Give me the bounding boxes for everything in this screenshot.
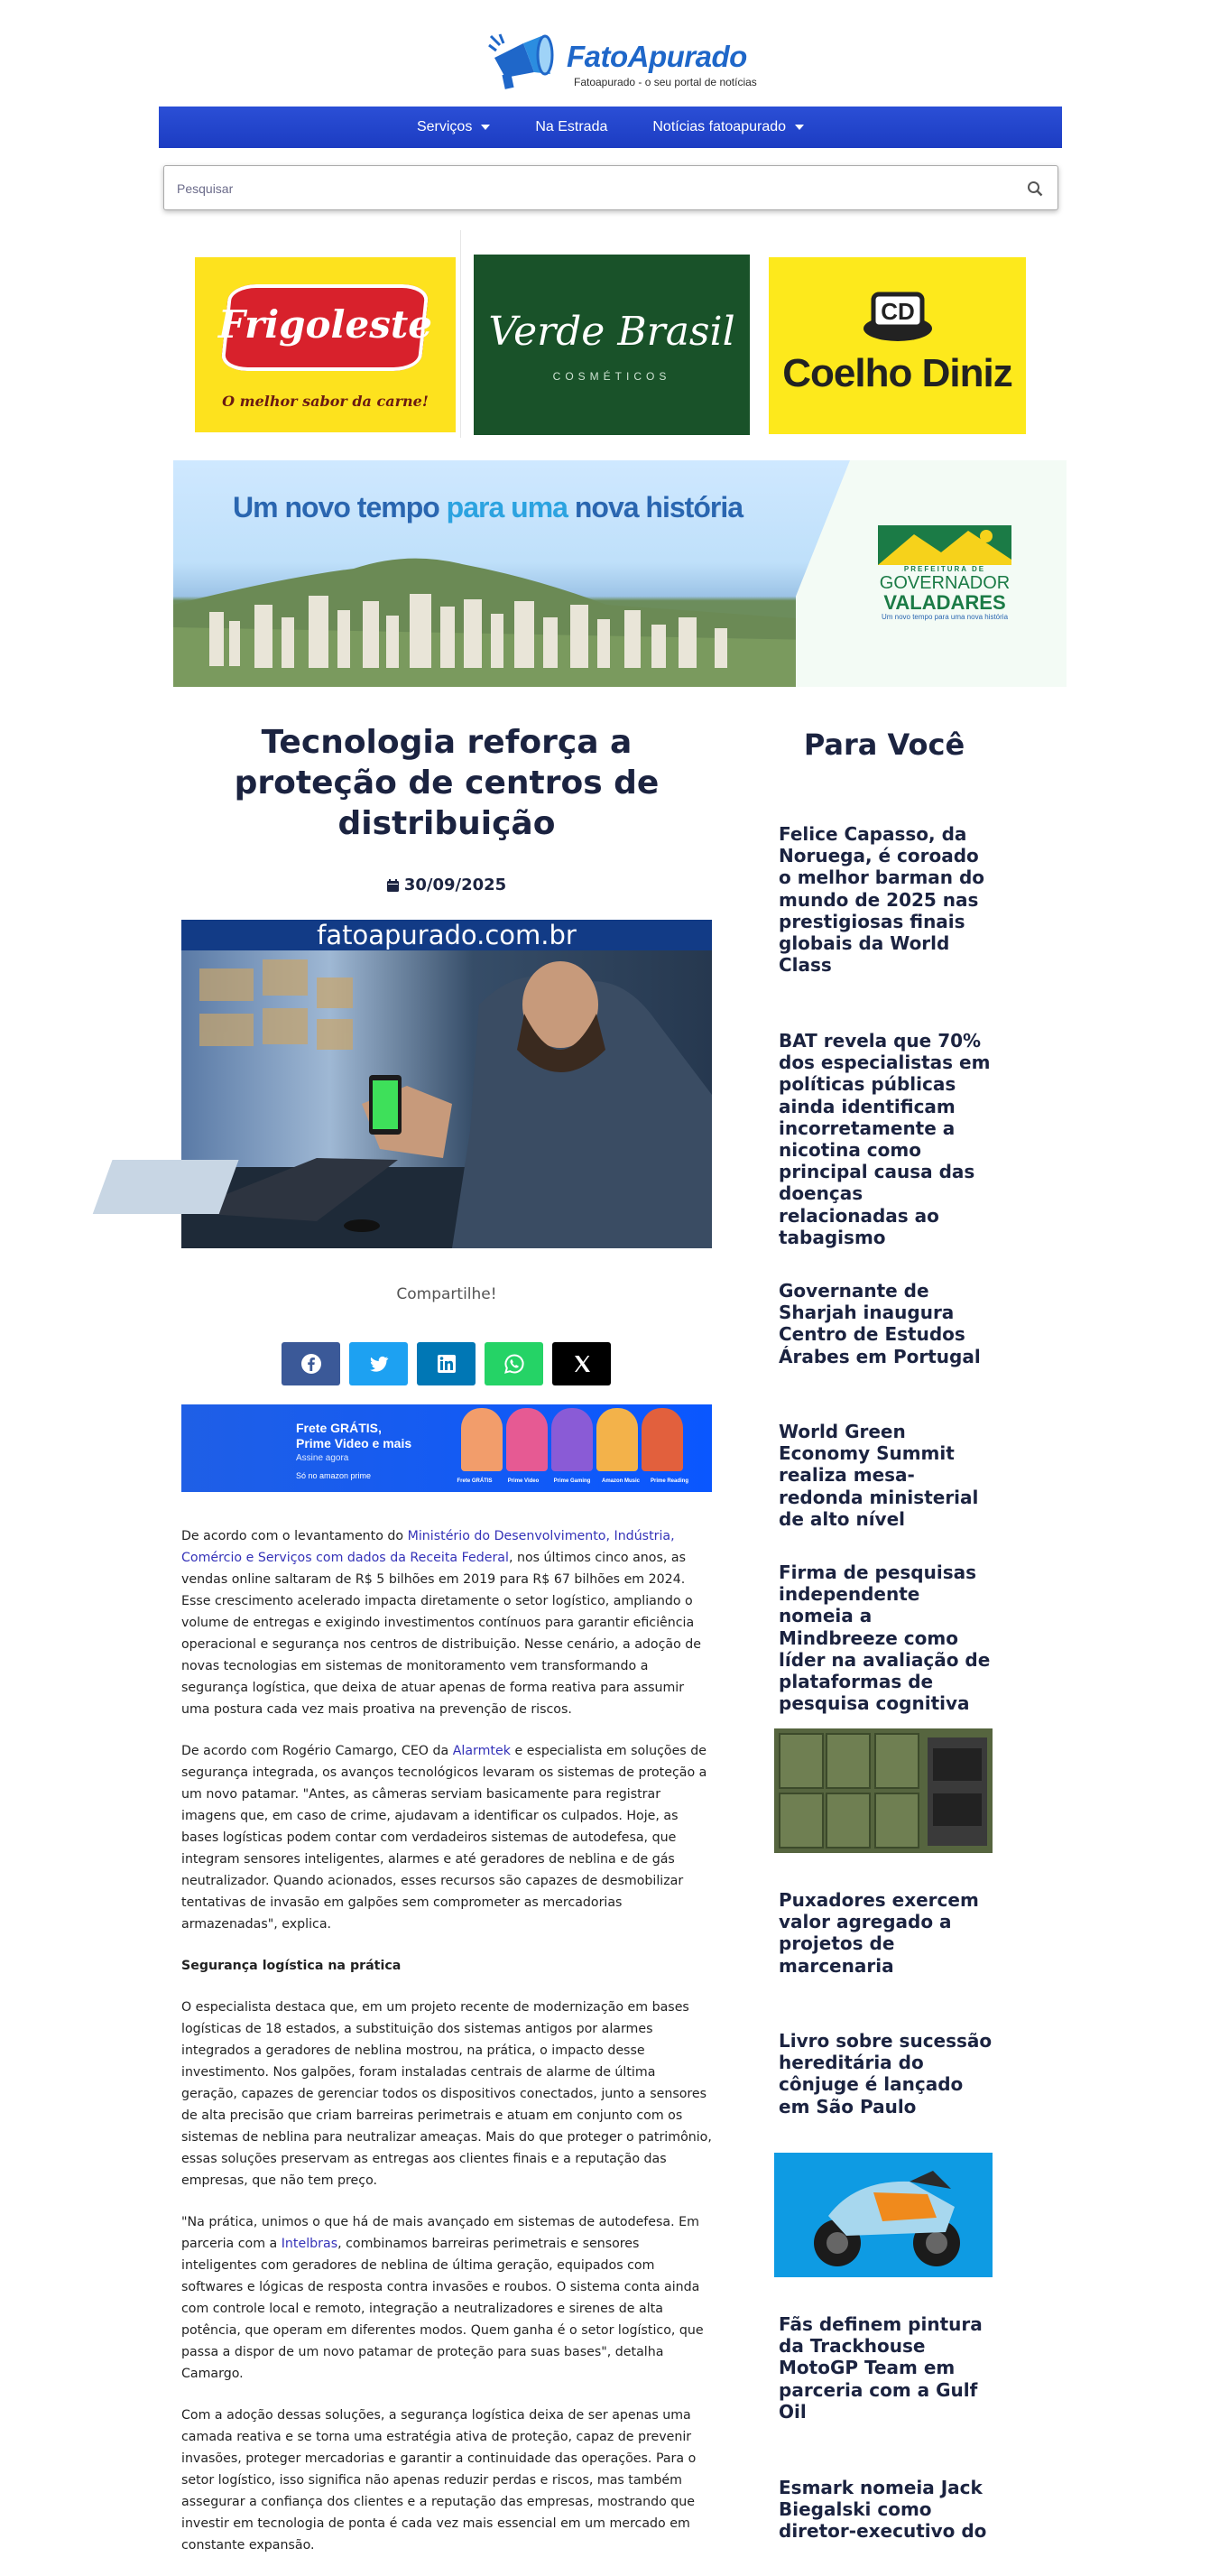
prefeitura-small: PREFEITURA DE xyxy=(903,565,986,573)
share-whatsapp-button[interactable] xyxy=(485,1342,543,1385)
ad-person xyxy=(596,1408,638,1471)
main-nav xyxy=(159,107,1062,148)
x-icon xyxy=(571,1353,593,1375)
sidebar-thumbnail-motogp[interactable] xyxy=(774,2153,993,2277)
share-linkedin-button[interactable] xyxy=(417,1342,476,1385)
linkedin-icon xyxy=(436,1353,457,1375)
sidebar-item[interactable]: World Green Economy Summit realiza mesa-redonda ministerial de alto nível xyxy=(779,1421,979,1530)
amazon-prime-ad[interactable] xyxy=(181,1404,712,1492)
sidebar-item[interactable]: Felice Capasso, da Noruega, é coroado o melhor barman do mundo de 2025 nas prestigiosas finais globais da World Class xyxy=(779,823,985,977)
paragraph: O especialista destaca que, em um projeto recente de modernização em bases logísticas de 18 estados, a substituição dos sistemas antigos por alarmes integrados a geradores de neblina mostrou, na prática, o impacto desse investimento. Nos galpões, foram instaladas centrais de alarme de última geração, capazes de gerenciar todos os dispositivos conectados, junto a sensores de alta precisão que criam barreiras perimetrais e atuam em conjunto com os sistemas de neblina para neutralizar ameaças. Mais do que proteger o patrimônio, essas soluções preservam as entregas aos clientes finais e a reputação das empresas, que não tem preço. xyxy=(181,2000,712,2188)
nav-item-servicos[interactable] xyxy=(394,119,513,135)
nav-label: Na Estrada xyxy=(535,119,608,134)
nav-label: Serviços xyxy=(416,119,473,134)
article-date xyxy=(182,876,711,894)
ad-line: Frete GRÁTIS, Prime Video e mais xyxy=(296,1421,412,1450)
sidebar-item[interactable]: Esmark nomeia Jack Biegalski como diretor-executivo do xyxy=(779,2477,987,2543)
link-alarmtek[interactable]: Alarmtek xyxy=(452,1744,511,1758)
sidebar-item[interactable]: BAT revela que 70% dos especialistas em políticas públicas ainda identificam incorretamente a nicotina como principal causa das doenças relacionadas ao tabagismo xyxy=(779,1030,991,1248)
image-strip: fatoapurado.com.br xyxy=(181,920,712,950)
share-twitter-button[interactable] xyxy=(349,1342,408,1385)
sidebar-item[interactable]: Firma de pesquisas independente nomeia a Mindbreeze como líder na avaliação de plataformas de pesquisa cognitiva xyxy=(779,1561,991,1715)
cd-mark: CD xyxy=(881,298,915,325)
ad-person xyxy=(506,1408,548,1471)
sponsor-divider xyxy=(460,230,461,438)
date-text: 30/09/2025 xyxy=(403,876,507,894)
prefeitura-banner[interactable] xyxy=(173,460,1048,687)
caret-down-icon xyxy=(481,125,490,130)
sponsor-name: Verde Brasil xyxy=(488,309,735,355)
article-title: Tecnologia reforça a proteção de centros de distribuição xyxy=(234,724,660,842)
ad-person xyxy=(461,1408,503,1471)
article-body xyxy=(181,1525,714,2576)
city-skyline xyxy=(173,542,859,687)
ad-person xyxy=(642,1408,683,1471)
sidebar-thumbnail-cabinet[interactable] xyxy=(774,1728,993,1853)
ad-people xyxy=(461,1408,683,1471)
cabinet-illustration xyxy=(774,1728,993,1853)
facebook-icon xyxy=(300,1353,322,1375)
twitter-icon xyxy=(368,1353,390,1375)
sidebar-item[interactable]: Puxadores exercem valor agregado a projetos de marcenaria xyxy=(779,1889,979,1977)
sponsor-slogan: O melhor sabor da carne! xyxy=(222,393,429,410)
nav-item-na-estrada[interactable] xyxy=(513,119,630,135)
search-box xyxy=(163,165,1058,210)
ad-person xyxy=(551,1408,593,1471)
prefeitura-emblem-icon xyxy=(878,525,1011,565)
sponsor-frigoleste[interactable] xyxy=(195,257,456,432)
ad-cta: Assine agora xyxy=(296,1453,349,1463)
sponsor-name: Frigoleste xyxy=(218,302,432,347)
motorcycle-illustration xyxy=(774,2153,993,2277)
share-x-button[interactable] xyxy=(552,1342,611,1385)
sponsor-name: Coelho Diniz xyxy=(782,351,1012,395)
paragraph: De acordo com o levantamento do Ministério do Desenvolvimento, Indústria, Comércio e Serviços com dados da Receita Federal, nos últimos cinco anos, as vendas online saltaram de R$ 5 bilhões em 2019 para R$ 67 bilhões em 2024. Esse crescimento acelerado impacta diretamente o setor logístico, ampliando o volume de entregas e exigindo investimentos contínuos para garantir eficiência operacional e segurança nos centros de distribuição. Nesse cenário, a adoção de novas tecnologias em sistemas de monitoramento vem transformando a segurança logística, que deixa de atuar apenas de forma reativa para assumir uma postura cada vez mais proativa na prevenção de riscos. xyxy=(181,1529,701,1717)
warehouse-illustration xyxy=(181,950,712,1248)
calendar-icon xyxy=(387,879,399,892)
ad-brand: Só no amazon prime xyxy=(296,1471,372,1480)
ad-labels: Frete GRÁTIS Prime Video Prime Gaming Amazon Music Prime Reading xyxy=(457,1478,688,1484)
whatsapp-icon xyxy=(503,1353,525,1375)
prefeitura-tag: Um novo tempo para uma nova história xyxy=(881,613,1009,621)
prefeitura-city-2: VALADARES xyxy=(883,591,1006,614)
link-intelbras[interactable]: Intelbras xyxy=(281,2237,338,2251)
caret-down-icon xyxy=(795,125,804,130)
search-input[interactable] xyxy=(177,177,989,200)
link-ministerio[interactable]: Ministério do Desenvolvimento, Indústria, Comércio e Serviços com dados da Receita Federal xyxy=(181,1529,675,1565)
article-image xyxy=(181,920,712,1248)
megaphone-icon xyxy=(487,32,563,92)
sidebar-item[interactable]: Governante de Sharjah inaugura Centro de Estudos Árabes em Portugal xyxy=(779,1280,981,1367)
brand-name: FatoApurado xyxy=(567,40,747,73)
nav-label: Notícias fatoapurado xyxy=(652,119,787,134)
sponsor-verde-brasil[interactable] xyxy=(474,255,750,435)
search-icon[interactable] xyxy=(1027,181,1043,197)
nav-item-noticias[interactable] xyxy=(630,119,827,135)
prefeitura-logo xyxy=(873,525,1017,621)
banner-headline: Um novo tempo para uma nova história xyxy=(233,491,743,524)
site-logo[interactable] xyxy=(487,32,757,96)
sidebar-item[interactable]: Fãs definem pintura da Trackhouse MotoGP Team em parceria com a Gulf Oil xyxy=(779,2313,983,2423)
sidebar-title: Para Você xyxy=(803,727,965,762)
share-label: Compartilhe! xyxy=(396,1285,497,1303)
sponsor-sub: COSMÉTICOS xyxy=(552,370,671,383)
prefeitura-city-1: GOVERNADOR xyxy=(879,573,1011,593)
sponsor-coelho-diniz[interactable] xyxy=(769,257,1026,434)
share-buttons xyxy=(282,1342,611,1385)
sidebar-item[interactable]: Livro sobre sucessão hereditária do cônjuge é lançado em São Paulo xyxy=(779,2030,993,2117)
paragraph: Com a adoção dessas soluções, a segurança logística deixa de ser apenas uma camada reativa e se torna uma estratégia ativa de proteção, capaz de prevenir invasões, proteger mercadorias e garantir a continuidade das operações. Para o setor logístico, isso significa não apenas reduzir perdas e riscos, mas também assegurar a confiança dos clientes e a reputação das empresas, mostrando que investir em tecnologia de ponta é cada vez mais essencial em um mercado em constante expansão. xyxy=(181,2408,697,2553)
cd-logo-icon xyxy=(861,289,935,345)
section-heading: Segurança logística na prática xyxy=(181,1959,402,1973)
share-facebook-button[interactable] xyxy=(282,1342,340,1385)
brand-tagline: Fatoapurado - o seu portal de notícias xyxy=(574,76,757,88)
paragraph: De acordo com Rogério Camargo, CEO da Alarmtek e especialista em soluções de segurança integrada, os avanços tecnológicos levaram os sistemas de proteção a um novo patamar. "Antes, as câmeras serviam basicamente para registrar imagens que, em caso de crime, ajudavam a identificar os culpados. Hoje, as bases logísticas podem contar com verdadeiros sistemas de autodefesa, que integram sensores inteligentes, alarmes e até geradores de neblina e de gás neutralizador. Quando acionados, esses recursos são capazes de desmobilizar tentativas de invasão em galpões sem comprometer as mercadorias armazenadas", explica. xyxy=(181,1744,707,1932)
paragraph: "Na prática, unimos o que há de mais avançado em sistemas de autodefesa. Em parceria com a Intelbras, combinamos barreiras perimetrais e sensores inteligentes com geradores de neblina de última geração, equipados com softwares e lógicas de resposta contra invasões e roubos. O sistema conta ainda com controle local e remoto, integração a neutralizadores e sirenes de alta potência, que operam em diferentes modos. Quem ganha é o setor logístico, que passa a dispor de um novo patamar de proteção para suas bases", detalha Camargo. xyxy=(181,2215,704,2381)
warehouse-photo xyxy=(181,950,712,1248)
